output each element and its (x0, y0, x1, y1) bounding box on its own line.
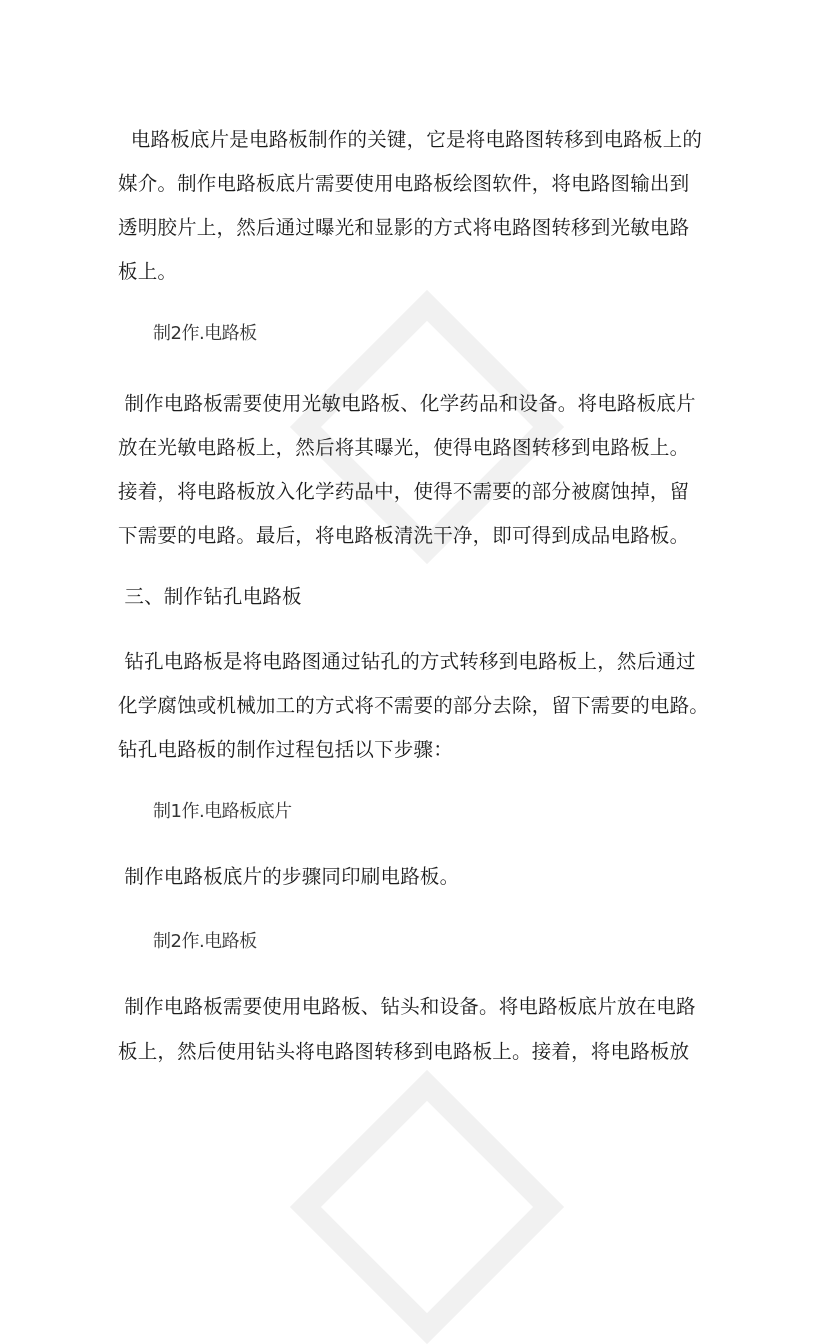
paragraph-line: 接着，将电路板放入化学药品中，使得不需要的部分被腐蚀掉，留 (118, 480, 690, 503)
section-heading: 三、制作钻孔电路板 (118, 585, 302, 608)
paragraph-line: 板上。 (118, 260, 178, 283)
paragraph-line: 制作电路板需要使用光敏电路板、化学药品和设备。将电路板底片 (118, 392, 696, 415)
paragraph-line: 放在光敏电路板上，然后将其曝光，使得电路图转移到电路板上。 (118, 436, 690, 459)
paragraph-line: 钻孔电路板是将电路图通过钻孔的方式转移到电路板上，然后通过 (118, 650, 696, 673)
paragraph-line: 电路板底片是电路板制作的关键，它是将电路图转移到电路板上的 (118, 128, 703, 151)
paragraph-line: 下需要的电路。最后，将电路板清洗干净，即可得到成品电路板。 (118, 524, 690, 547)
paragraph-line: 化学腐蚀或机械加工的方式将不需要的部分去除，留下需要的电路。 (118, 694, 710, 717)
subheading: 制2作.电路板 (153, 323, 257, 344)
paragraph-line: 透明胶片上，然后通过曝光和显影的方式将电路图转移到光敏电路 (118, 216, 690, 239)
paragraph-line: 制作电路板底片的步骤同印刷电路板。 (118, 865, 460, 888)
paragraph-line: 钻孔电路板的制作过程包括以下步骤： (118, 738, 453, 761)
paragraph-line: 媒介。制作电路板底片需要使用电路板绘图软件，将电路图输出到 (118, 172, 690, 195)
subheading: 制1作.电路板底片 (153, 801, 292, 822)
watermark-shape (290, 1070, 564, 1344)
paragraph-line: 制作电路板需要使用电路板、钻头和设备。将电路板底片放在电路 (118, 995, 696, 1018)
paragraph-line: 板上，然后使用钻头将电路图转移到电路板上。接着，将电路板放 (118, 1040, 690, 1063)
subheading: 制2作.电路板 (153, 931, 257, 952)
